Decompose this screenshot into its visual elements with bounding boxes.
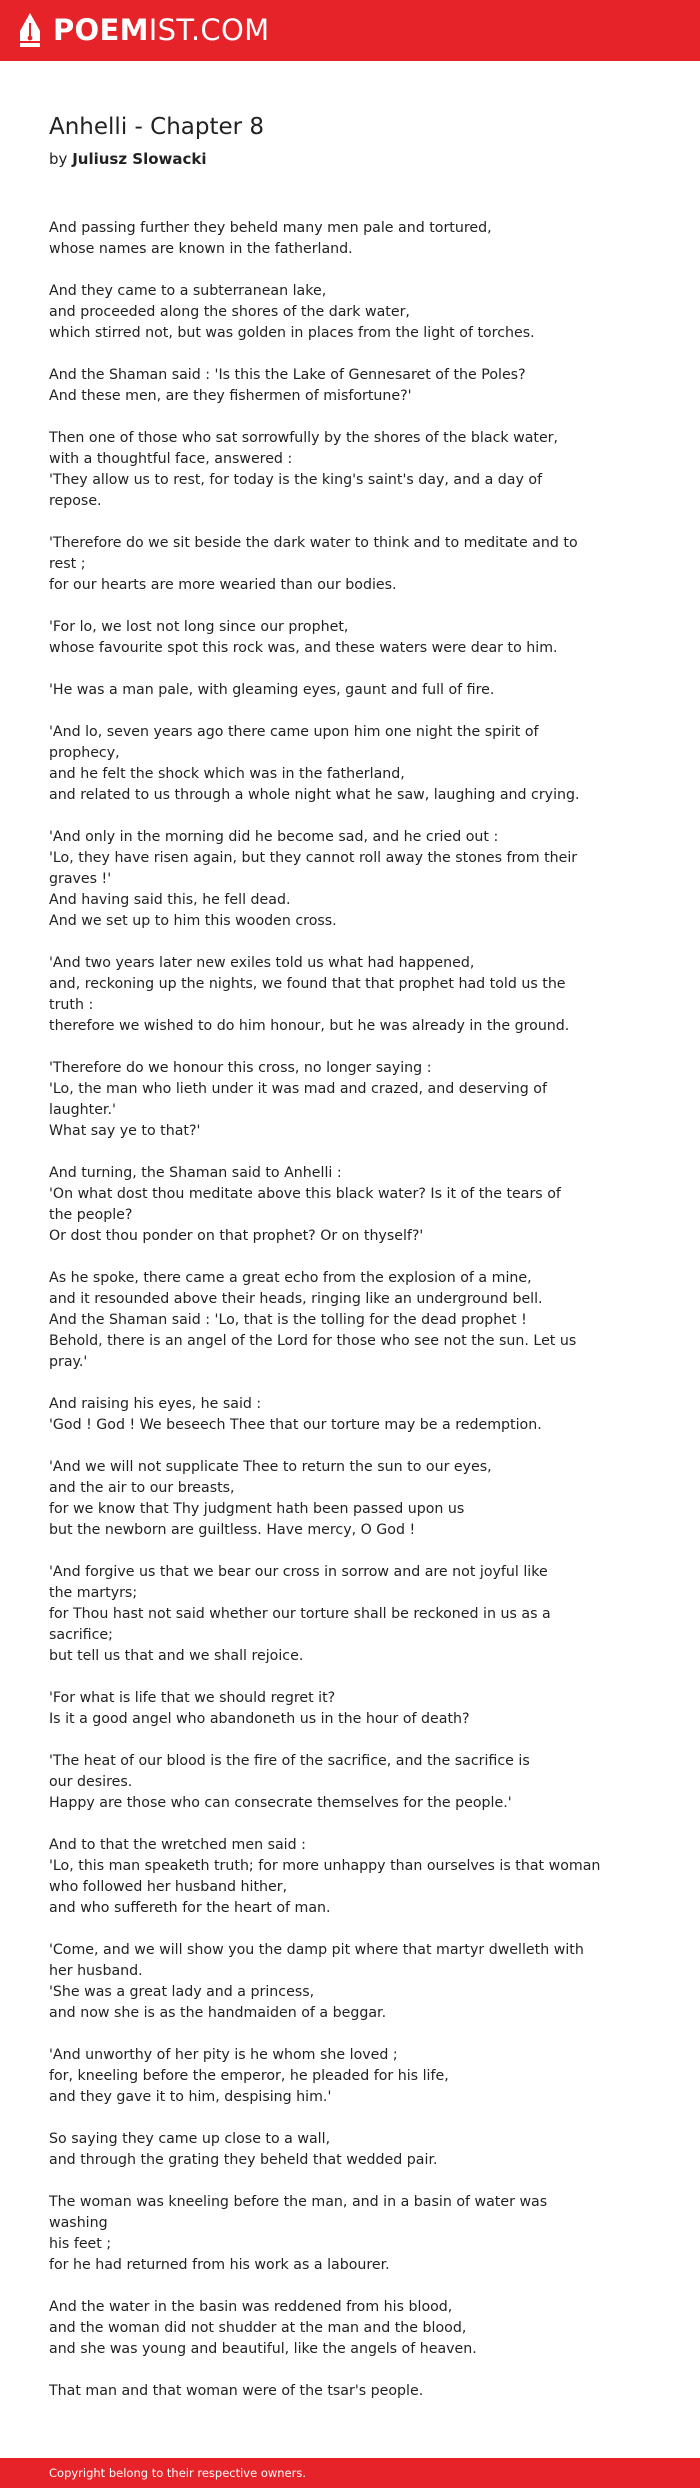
byline [49, 150, 207, 168]
poem-line: and he felt the shock which was in the fatherland, [49, 766, 405, 782]
stanza [49, 1835, 609, 1919]
poem-line: That man and that woman were of the tsar's people. [49, 2383, 424, 2399]
poem-line: and the woman did not shudder at the man and the blood, [49, 2320, 467, 2336]
poem-line: 'Lo, the man who lieth under it was mad and crazed, and deserving of [49, 1081, 547, 1097]
poem-line: 'On what dost thou meditate above this black water? Is it of the tears of [49, 1186, 561, 1202]
page-title: Anhelli - Chapter 8 [49, 114, 265, 140]
stanza [49, 1940, 609, 2024]
stanza [49, 2297, 609, 2360]
poem-line: 'For lo, we lost not long since our prophet, [49, 619, 349, 635]
stanza [49, 1562, 609, 1667]
poem-line: and proceeded along the shores of the dark water, [49, 304, 410, 320]
poem-line: And the water in the basin was reddened from his blood, [49, 2299, 453, 2315]
poem-line: And raising his eyes, he said : [49, 1396, 262, 1412]
poem-line: for our hearts are more wearied than our bodies. [49, 577, 397, 593]
poem-line: her husband. [49, 1963, 143, 1979]
poem-line: 'For what is life that we should regret it? [49, 1690, 336, 1706]
poem-line: 'Come, and we will show you the damp pit where that martyr dwelleth with [49, 1942, 584, 1958]
poem-line: Is it a good angel who abandoneth us in the hour of death? [49, 1711, 470, 1727]
poem-line: And passing further they beheld many men pale and tortured, [49, 220, 492, 236]
stanza [49, 1163, 609, 1247]
poem-line: which stirred not, but was golden in places from the light of torches. [49, 325, 535, 341]
poem-line: the people? [49, 1207, 133, 1223]
poem-line: and now she is as the handmaiden of a beggar. [49, 2005, 387, 2021]
site-header [0, 0, 700, 61]
stanza [49, 2381, 609, 2402]
poem-line: sacrifice; [49, 1627, 113, 1643]
poem-line: and related to us through a whole night what he saw, laughing and crying. [49, 787, 580, 803]
poem-line: And we set up to him this wooden cross. [49, 913, 337, 929]
poem-line: truth : [49, 997, 94, 1013]
poem-line: So saying they came up close to a wall, [49, 2131, 331, 2147]
poem-line: but tell us that and we shall rejoice. [49, 1648, 304, 1664]
poem-line: 'Therefore do we sit beside the dark water to think and to meditate and to [49, 535, 578, 551]
poem-line: and who suffereth for the heart of man. [49, 1900, 331, 1916]
poem-line: for, kneeling before the emperor, he pleaded for his life, [49, 2068, 449, 2084]
poem-line: The woman was kneeling before the man, and in a basin of water was washing [49, 2194, 548, 2231]
poem-line: And to that the wretched men said : [49, 1837, 306, 1853]
stanza [49, 2129, 609, 2171]
brand-bold-text: POEM [53, 13, 149, 47]
poem-line: and through the grating they beheld that wedded pair. [49, 2152, 438, 2168]
stanza [49, 218, 609, 260]
poem-line: for we know that Thy judgment hath been passed upon us [49, 1501, 465, 1517]
poem-line: Then one of those who sat sorrowfully by the shores of the black water, [49, 430, 559, 446]
stanza [49, 722, 609, 806]
stanza [49, 617, 609, 659]
poem-line: 'He was a man pale, with gleaming eyes, gaunt and full of fire. [49, 682, 495, 698]
poem-line: and she was young and beautiful, like the angels of heaven. [49, 2341, 477, 2357]
poem-line: whose favourite spot this rock was, and these waters were dear to him. [49, 640, 558, 656]
poem-line: with a thoughtful face, answered : [49, 451, 293, 467]
poem-line: 'She was a great lady and a princess, [49, 1984, 315, 2000]
poem-line: therefore we wished to do him honour, but he was already in the ground. [49, 1018, 570, 1034]
poem-line: And they came to a subterranean lake, [49, 283, 327, 299]
poem-line: 'Lo, they have risen again, but they cannot roll away the stones from their [49, 850, 578, 866]
poem-line: And turning, the Shaman said to Anhelli : [49, 1165, 342, 1181]
stanza [49, 1268, 609, 1373]
stanza [49, 827, 609, 932]
poem-line: 'And lo, seven years ago there came upon him one night the spirit of [49, 724, 539, 740]
poem-line: rest ; [49, 556, 86, 572]
stanza [49, 365, 609, 407]
poem-line: but the newborn are guiltless. Have mercy, O God ! [49, 1522, 416, 1538]
pen-nib-icon [17, 11, 43, 51]
stanza [49, 1457, 609, 1541]
poem-line: his feet ; [49, 2236, 112, 2252]
poem-line: 'The heat of our blood is the fire of the sacrifice, and the sacrifice is [49, 1753, 530, 1769]
poem-line: 'Lo, this man speaketh truth; for more unhappy than ourselves is that woman [49, 1858, 601, 1874]
stanza [49, 1688, 609, 1730]
poem-line: our desires. [49, 1774, 133, 1790]
poem-line: And having said this, he fell dead. [49, 892, 291, 908]
poem-body [49, 218, 609, 2423]
poem-line: graves !' [49, 871, 112, 887]
poem-line: And the Shaman said : 'Lo, that is the tolling for the dead prophet ! [49, 1312, 527, 1328]
poem-line: prophecy, [49, 745, 120, 761]
poem-line: 'God ! God ! We beseech Thee that our torture may be a redemption. [49, 1417, 542, 1433]
author-link[interactable]: Juliusz Slowacki [72, 150, 207, 168]
poem-line: pray.' [49, 1354, 88, 1370]
poem-line: for Thou hast not said whether our torture shall be reckoned in us as a [49, 1606, 551, 1622]
poem-line: who followed her husband hither, [49, 1879, 288, 1895]
stanza [49, 1394, 609, 1436]
poem-line: And these men, are they fishermen of misfortune?' [49, 388, 412, 404]
poem-line: 'And forgive us that we bear our cross in sorrow and are not joyful like [49, 1564, 548, 1580]
stanza [49, 1058, 609, 1142]
stanza [49, 281, 609, 344]
stanza [49, 680, 609, 701]
poem-line: 'And unworthy of her pity is he whom she loved ; [49, 2047, 398, 2063]
poem-line: for he had returned from his work as a labourer. [49, 2257, 390, 2273]
stanza [49, 953, 609, 1037]
poem-line: laughter.' [49, 1102, 116, 1118]
site-footer [0, 2458, 700, 2488]
stanza [49, 428, 609, 512]
poem-line: 'And only in the morning did he become sad, and he cried out : [49, 829, 499, 845]
poem-line: Or dost thou ponder on that prophet? Or on thyself?' [49, 1228, 424, 1244]
poem-line: and they gave it to him, despising him.' [49, 2089, 332, 2105]
site-logo-link[interactable] [53, 13, 270, 47]
poem-line: 'And we will not supplicate Thee to return the sun to our eyes, [49, 1459, 492, 1475]
stanza [49, 533, 609, 596]
stanza [49, 2045, 609, 2108]
copyright-text: Copyright belong to their respective owners. [49, 2466, 307, 2480]
stanza [49, 2192, 609, 2276]
poem-line: As he spoke, there came a great echo from the explosion of a mine, [49, 1270, 532, 1286]
poem-line: the martyrs; [49, 1585, 138, 1601]
poem-line: 'Therefore do we honour this cross, no longer saying : [49, 1060, 432, 1076]
poem-line: Happy are those who can consecrate themselves for the people.' [49, 1795, 512, 1811]
stanza [49, 1751, 609, 1814]
poem-line: repose. [49, 493, 102, 509]
poem-line: and, reckoning up the nights, we found that that prophet had told us the [49, 976, 566, 992]
brand-light-text: IST.COM [148, 13, 270, 47]
poem-line: What say ye to that?' [49, 1123, 201, 1139]
poem-line: And the Shaman said : 'Is this the Lake of Gennesaret of the Poles? [49, 367, 526, 383]
poem-line: and the air to our breasts, [49, 1480, 235, 1496]
poem-line: whose names are known in the fatherland. [49, 241, 353, 257]
poem-line: 'And two years later new exiles told us what had happened, [49, 955, 475, 971]
byline-prefix: by [49, 150, 68, 168]
poem-line: 'They allow us to rest, for today is the king's saint's day, and a day of [49, 472, 543, 488]
poem-line: and it resounded above their heads, ringing like an underground bell. [49, 1291, 543, 1307]
poem-line: Behold, there is an angel of the Lord for those who see not the sun. Let us [49, 1333, 577, 1349]
